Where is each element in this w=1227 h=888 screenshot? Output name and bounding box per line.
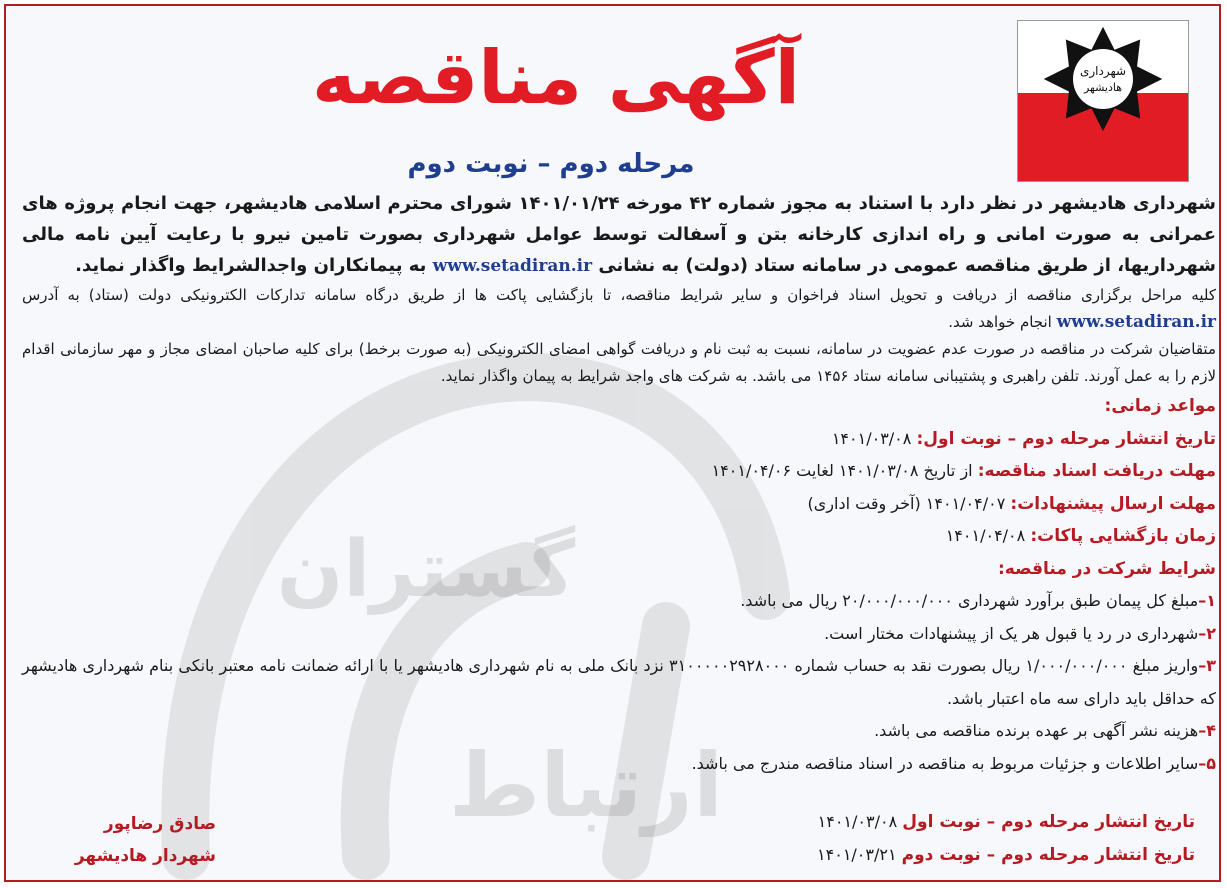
publication-item: تاریخ انتشار مرحله دوم – نوبت دوم ۱۴۰۱/۰۳/۲۱: [817, 844, 1195, 865]
procedure-tail: انجام خواهد شد.: [948, 313, 1052, 331]
intro-text: شهرداری هادیشهر در نظر دارد با استناد به مجوز شماره ۴۲ مورخه ۱۴۰۱/۰۱/۲۴ شورای محترم اسلامی هادیشهر، جهت انجام پروژه های عمرانی به صورت امانی و راه اندازی کارخانه بتن و آسفالت توسط عوامل شهرداری بصورت تامین نیرو با رعایت آیین نامه مالی شهرداریها، از طریق مناقصه عمومی در سامانه ستاد (دولت) به نشانی: [22, 193, 1217, 276]
notice-frame: [4, 4, 1221, 882]
schedule-item: مهلت دریافت اسناد مناقصه: از تاریخ ۱۴۰۱/۰۳/۰۸ لغایت ۱۴۰۱/۰۴/۰۶: [711, 461, 1216, 481]
intro-tail: به پیمانکاران واجدالشرایط واگذار نماید.: [75, 255, 427, 276]
logo-text-1: شهرداری: [1079, 64, 1127, 78]
condition-item: ۵–سایر اطلاعات و جزئیات مربوط به مناقصه در اسناد مناقصه مندرج می باشد.: [691, 753, 1216, 773]
watermark-text-2: گستران: [276, 525, 576, 615]
star-emblem-icon: [1044, 27, 1162, 131]
condition-item: ۳–واریز مبلغ ۱/۰۰۰/۰۰۰/۰۰۰ ریال بصورت نقد به حساب شماره ۳۱۰۰۰۰۰۲۹۲۸۰۰۰ نزد بانک ملی به نام شهرداری هادیشهر یا با ارائه ضمانت نامه معتبر بانکی بنام شهرداری هادیشهر که حداقل باید دارای سه ماه اعتبار باشد.: [22, 656, 1216, 708]
intro-url-link[interactable]: www.setadiran.ir: [432, 256, 593, 276]
notice-title: آگهی مناقصه: [312, 35, 800, 121]
notice-body: [22, 188, 1216, 788]
schedule-heading: مواعد زمانی:: [1104, 396, 1216, 416]
signatory-name: صادق رضاپور: [103, 814, 216, 834]
logo-text-2: هادیشهر: [1083, 81, 1123, 94]
procedure-url-link[interactable]: www.setadiran.ir: [1056, 312, 1216, 332]
signatory-role: شهردار هادیشهر: [74, 846, 216, 866]
condition-item: ۴–هزینه نشر آگهی بر عهده برنده مناقصه می باشد.: [874, 721, 1216, 740]
conditions-heading: شرایط شرکت در مناقصه:: [998, 558, 1216, 579]
municipality-logo: [1017, 20, 1189, 182]
publication-item: تاریخ انتشار مرحله دوم – نوبت اول ۱۴۰۱/۰۳/۰۸: [817, 812, 1195, 832]
notice-subtitle: مرحله دوم – نوبت دوم: [407, 149, 695, 179]
schedule-item: زمان بازگشایی پاکات: ۱۴۰۱/۰۴/۰۸: [945, 526, 1216, 546]
intro-paragraph: [22, 188, 1216, 282]
signature-block: [26, 808, 216, 872]
schedule-item: مهلت ارسال پیشنهادات: ۱۴۰۱/۰۴/۰۷ (آخر وقت اداری): [807, 493, 1216, 514]
watermark-text-1: ارتباط: [448, 734, 724, 837]
schedule-item: تاریخ انتشار مرحله دوم – نوبت اول: ۱۴۰۱/۰۳/۰۸: [831, 428, 1216, 449]
condition-item: ۱–مبلغ کل پیمان طبق برآورد شهرداری ۲۰/۰۰۰/۰۰۰/۰۰۰ ریال می باشد.: [740, 591, 1216, 610]
publication-dates: [236, 806, 1195, 871]
registration-paragraph: متقاضیان شرکت در مناقصه در صورت عدم عضویت در سامانه، نسبت به ثبت نام و دریافت گواهی امضای الکترونیکی (به صورت برخط) برای کلیه صاحبان امضای مجاز و مهر سازمانی اقدام لازم را به عمل آورند. تلفن راهبری و پشتیبانی سامانه ستاد ۱۴۵۶ می باشد. به شرکت های واجد شرایط به پیمان واگذار نماید.: [22, 340, 1216, 385]
procedure-paragraph: [22, 282, 1216, 336]
condition-item: ۲–شهرداری در رد یا قبول هر یک از پیشنهادات مختار است.: [824, 623, 1216, 643]
procedure-text: کلیه مراحل برگزاری مناقصه از دریافت و تحویل اسناد فراخوان و سایر شرایط مناقصه، تا بازگشایی پاکت ها از طریق درگاه سامانه تدارکات الکترونیکی دولت (ستاد) به آدرس: [22, 286, 1216, 304]
